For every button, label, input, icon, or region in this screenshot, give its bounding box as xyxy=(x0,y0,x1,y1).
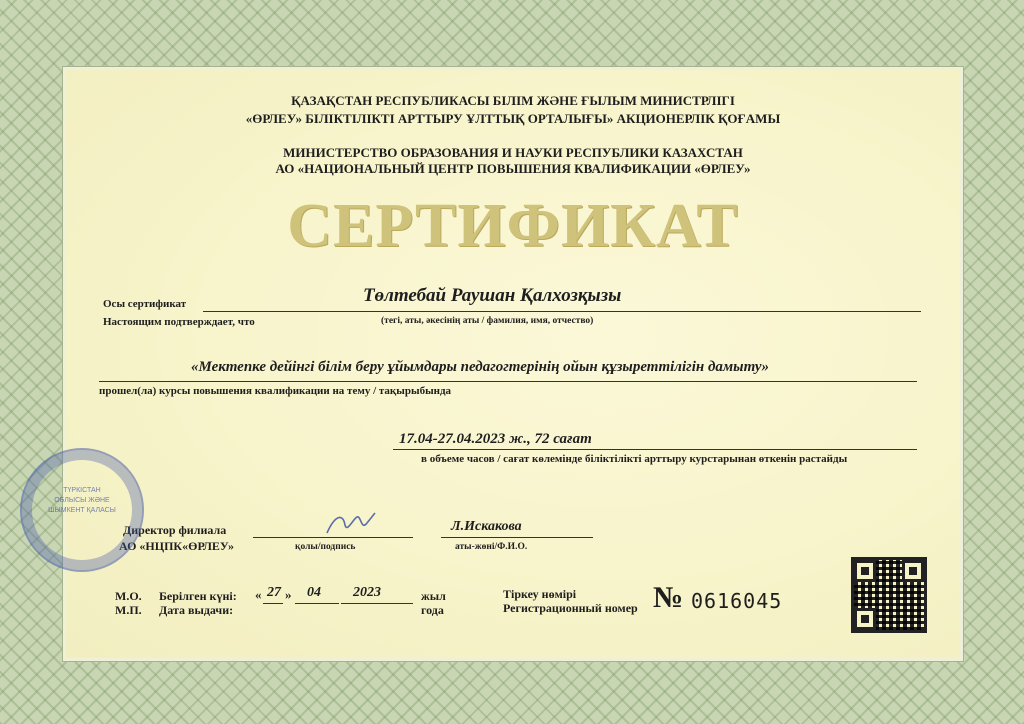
director-label-1: Директор филиала xyxy=(123,523,227,537)
director-label-2: АО «НЦПК«ӨРЛЕУ» xyxy=(119,539,234,553)
official-stamp xyxy=(20,448,144,572)
year-underline xyxy=(341,603,413,604)
year-label-ru: года xyxy=(421,603,444,617)
issue-year: 2023 xyxy=(353,585,381,600)
issue-date-label-ru: Дата выдачи: xyxy=(159,603,234,617)
mp-kz-label: М.О. xyxy=(115,589,142,603)
stamp-line-2: ОБЛЫСЫ ЖӘНЕ xyxy=(54,497,110,504)
recipient-underline xyxy=(203,311,921,312)
day-underline xyxy=(263,603,283,604)
signature-mark xyxy=(321,509,381,539)
duration-label: в объеме часов / сағат көлемінде біліктілікті арттыру курстарынан өткенін растайды xyxy=(421,453,848,465)
recipient-name: Төлтебай Раушан Қалхозқызы xyxy=(363,285,622,306)
duration-value: 17.04-27.04.2023 ж., 72 сағат xyxy=(399,431,592,447)
qr-finder-bottom-left xyxy=(854,608,876,630)
header-kz-line-1: ҚАЗАҚСТАН РЕСПУБЛИКАСЫ БІЛІМ ЖӘНЕ ҒЫЛЫМ МИНИСТРЛІГІ xyxy=(291,93,735,108)
header-ru-line-2: АО «НАЦИОНАЛЬНЫЙ ЦЕНТР ПОВЫШЕНИЯ КВАЛИФИКАЦИИ «ӨРЛЕУ» xyxy=(275,161,751,176)
certificate-inner-panel xyxy=(62,66,964,662)
director-name-underline xyxy=(441,537,593,538)
stamp-line-1: ТҮРКІСТАН xyxy=(63,487,101,494)
director-name: Л.Искакова xyxy=(451,519,522,534)
qr-code xyxy=(851,557,927,633)
registration-label-ru: Регистрационный номер xyxy=(503,601,638,615)
qr-finder-top-left xyxy=(854,560,876,582)
recipient-hint: (тегі, аты, әкесінің аты / фамилия, имя, отчество) xyxy=(381,316,594,326)
course-label: прошел(ла) курсы повышения квалификации на тему / тақырыбында xyxy=(99,385,452,397)
registration-label-kz: Тіркеу нөмірі xyxy=(503,587,577,601)
signature-hint: қолы/подпись xyxy=(295,542,356,552)
qr-finder-top-right xyxy=(902,560,924,582)
issue-date-label-kz: Берілген күні: xyxy=(159,589,237,603)
mp-ru-label: М.П. xyxy=(115,603,142,617)
issue-day: 27 xyxy=(267,585,281,600)
year-label-kz: жыл xyxy=(421,589,446,603)
stamp-text xyxy=(22,486,142,516)
stamp-line-3: ШЫМКЕНТ ҚАЛАСЫ xyxy=(48,507,116,514)
director-name-hint: аты-жөні/Ф.И.О. xyxy=(455,542,528,552)
quote-close: » xyxy=(285,587,292,602)
quote-open: « xyxy=(255,587,262,602)
course-topic: «Мектепке дейінгі білім беру ұйымдары педагогтерінің ойын құзыреттілігін дамыту» xyxy=(191,359,770,375)
header-kz-line-2: «ӨРЛЕУ» БІЛІКТІЛІКТІ АРТТЫРУ ҰЛТТЫҚ ОРТАЛЫҒЫ» АКЦИОНЕРЛІК ҚОҒАМЫ xyxy=(245,111,781,126)
number-sign: № xyxy=(653,581,684,614)
issue-month: 04 xyxy=(307,585,321,600)
header-ru-line-1: МИНИСТЕРСТВО ОБРАЗОВАНИЯ И НАУКИ РЕСПУБЛИКИ КАЗАХСТАН xyxy=(283,145,743,160)
duration-underline xyxy=(393,449,917,450)
certificate-title: СЕРТИФИКАТ xyxy=(287,192,739,260)
recipient-label-ru: Настоящим подтверждает, что xyxy=(103,316,255,328)
course-underline xyxy=(99,381,917,382)
recipient-label-kz: Осы сертификат xyxy=(103,298,187,310)
registration-number: 0616045 xyxy=(691,589,783,613)
month-underline xyxy=(295,603,339,604)
